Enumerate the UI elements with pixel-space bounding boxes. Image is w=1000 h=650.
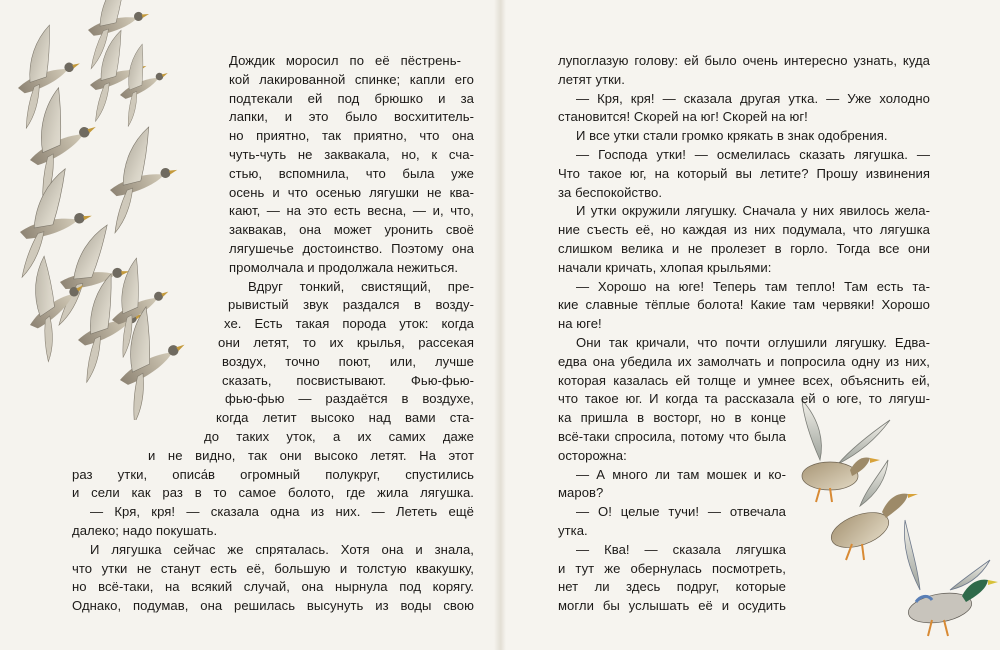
- text-line: слишком велика и не пролезет в горло. Тогда все они: [558, 240, 930, 256]
- text-line: — Хорошо на юге! Теперь там тепло! Там есть та-: [576, 278, 930, 294]
- text-line: промолчала и продолжала нежиться.: [229, 259, 459, 275]
- text-line: за беспокойство.: [558, 184, 663, 200]
- text-line: ние съесть её, но каждая из них подумала, что лягушка: [558, 222, 930, 238]
- text-line: и тут же обернулась посмотреть,: [558, 560, 786, 576]
- text-line: ка пришла в восторг, но в конце: [558, 410, 786, 426]
- text-line: и не видно, так они высоко летят. На этот: [148, 447, 474, 463]
- text-line: летят утки.: [558, 71, 625, 87]
- text-line: хе. Есть такая порода уток: когда: [224, 316, 474, 332]
- text-line: Что такое юг, на который вы летите? Прошу извинения: [558, 165, 930, 181]
- text-line: чуть-чуть не заквакала, но, к сча-: [229, 146, 474, 162]
- left-page-text: [0, 52, 474, 616]
- text-line: — Господа утки! — осмелилась сказать лягушка. —: [576, 146, 930, 162]
- text-line: маров?: [558, 485, 604, 501]
- text-line: кают, — на это есть весна, — и, что,: [229, 203, 474, 219]
- text-line: которая казалась ей толще и умнее всех, объяснить ей,: [558, 372, 930, 388]
- text-line: раз утки, описа́в огромный полукруг, спустились: [72, 466, 474, 482]
- text-line: Они так кричали, что почти оглушили лягушку. Едва-: [576, 334, 930, 350]
- text-line: И утки окружили лягушку. Сначала у них явилось жела-: [576, 203, 930, 219]
- book-gutter: [494, 0, 506, 650]
- text-line: стью, вспомнила, что была уже: [229, 165, 474, 181]
- text-line: И лягушка сейчас же спряталась. Хотя она и знала,: [90, 541, 474, 557]
- text-line: они летят, то их крылья, рассекая: [218, 334, 474, 350]
- text-line: кой лакированной спинке; капли его: [229, 71, 474, 87]
- text-line: фью-фью — раздаётся в воздухе,: [225, 391, 474, 407]
- text-line: всё-таки спросила, потому что была: [558, 428, 786, 444]
- text-line: становится! Скорей на юг! Скорей на юг!: [558, 109, 808, 125]
- text-line: — Кря, кря! — сказала другая утка. — Уже холодно: [576, 90, 930, 106]
- text-line: едва она убедила их замолчать и попросила одну из них,: [558, 353, 930, 369]
- text-line: когда летит высоко над вами ста-: [216, 410, 474, 426]
- text-line: — А много ли там мошек и ко-: [576, 466, 786, 482]
- text-line: утка.: [558, 522, 588, 538]
- text-line: — Кря, кря! — сказала одна из них. — Лететь ещё: [90, 504, 474, 520]
- text-line: рывистый звук раздался в возду-: [228, 297, 474, 313]
- text-line: нет ли здесь подруг, которые: [558, 579, 786, 595]
- text-line: что утки не станут есть её, большую и толстую квакушку,: [72, 560, 474, 576]
- text-line: воздух, точно поют, или, лучше: [222, 353, 474, 369]
- text-line: далеко; надо покушать.: [72, 522, 218, 538]
- text-line: лапки, и это было восхититель-: [229, 109, 474, 125]
- text-line: что такое юг. И когда та рассказала ей о юге, то лягуш-: [558, 391, 930, 407]
- text-line: но всё-таки, на всякий случай, она нырнула под корягу.: [72, 579, 474, 595]
- text-line: Дождик моросил по её пёстрень-: [229, 53, 461, 68]
- text-line: Вдруг тонкий, свистящий, пре-: [248, 278, 474, 294]
- text-line: но приятно, так приятно, что она: [229, 128, 474, 144]
- text-line: — Ква! — сказала лягушка: [576, 541, 786, 557]
- text-line: осторожна:: [558, 447, 627, 463]
- text-line: кие славные тёплые болота! Какие там червяки! Хорошо: [558, 297, 930, 313]
- text-line: осень и что осенью лягушки не ква-: [229, 184, 474, 200]
- text-line: И все утки стали громко крякать в знак одобрения.: [576, 128, 888, 144]
- text-line: лупоглазую голову: ей было очень интересно узнать, куда: [558, 53, 930, 68]
- text-line: Однако, подумав, она решилась высунуть из воды свою: [72, 598, 474, 614]
- text-line: и сели как раз в то самое болото, где жила лягушка.: [72, 485, 474, 501]
- text-line: могли бы услышать её и осудить: [558, 598, 786, 614]
- text-line: начали кричать, хлопая крыльями:: [558, 259, 772, 275]
- text-line: — О! целые тучи! — отвечала: [576, 504, 786, 520]
- right-page-text: [558, 52, 930, 616]
- text-line: на юге!: [558, 316, 602, 332]
- text-line: до таких уток, а их самих даже: [204, 428, 474, 444]
- text-line: лягушечье достоинство. Поэтому она: [229, 240, 474, 256]
- text-line: подтекали ей под брюшко и за: [229, 90, 474, 106]
- text-line: сказать, посвистывают. Фью-фью-: [222, 372, 474, 388]
- text-line: заквакав, она может уронить своё: [229, 222, 474, 238]
